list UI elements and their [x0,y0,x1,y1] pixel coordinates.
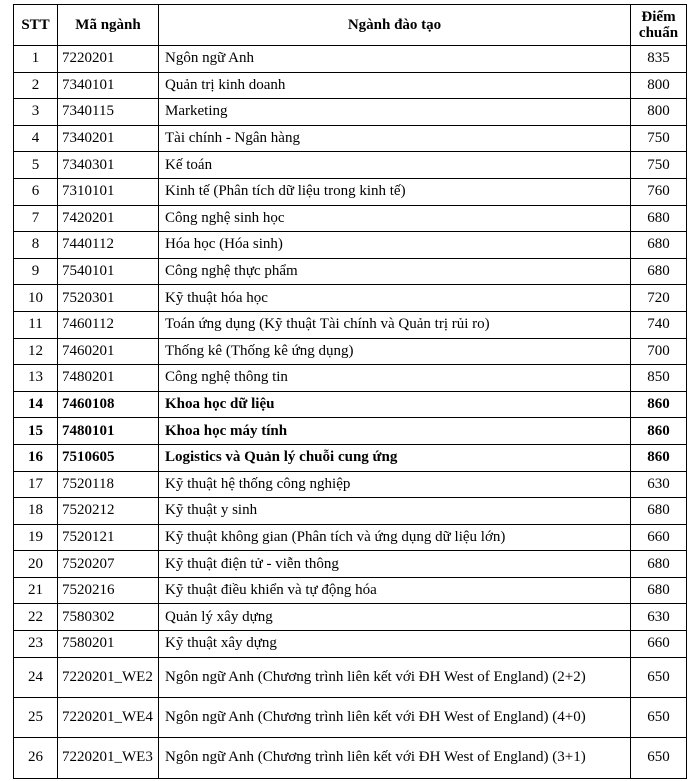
cell-stt: 13 [14,365,58,392]
cell-name: Hóa học (Hóa sinh) [159,232,631,259]
cell-stt: 8 [14,232,58,259]
cell-stt: 14 [14,391,58,418]
admission-score-table [13,4,687,779]
cell-stt: 23 [14,631,58,658]
cell-stt: 7 [14,205,58,232]
cell-score: 650 [631,697,687,737]
table-row [14,738,687,778]
header-score-label: Điểm chuẩn [638,9,679,41]
cell-name: Kỹ thuật điện tử - viễn thông [159,551,631,578]
table-row [14,365,687,392]
cell-code: 7220201_WE2 [58,657,159,697]
cell-stt: 17 [14,471,58,498]
cell-stt: 10 [14,285,58,312]
cell-score: 680 [631,498,687,525]
table-row [14,498,687,525]
cell-stt: 6 [14,178,58,205]
cell-name: Khoa học máy tính [159,418,631,445]
cell-code: 7220201_WE4 [58,697,159,737]
cell-code: 7480101 [58,418,159,445]
cell-score: 760 [631,178,687,205]
cell-stt: 3 [14,99,58,126]
cell-name: Thống kê (Thống kê ứng dụng) [159,338,631,365]
cell-name: Toán ứng dụng (Kỹ thuật Tài chính và Quản trị rủi ro) [159,311,631,338]
table-row [14,604,687,631]
cell-code: 7480201 [58,365,159,392]
cell-name: Marketing [159,99,631,126]
cell-score: 860 [631,391,687,418]
cell-stt: 5 [14,152,58,179]
cell-stt: 11 [14,311,58,338]
table-row [14,285,687,312]
cell-score: 800 [631,72,687,99]
cell-score: 680 [631,232,687,259]
cell-code: 7520121 [58,524,159,551]
table-row [14,311,687,338]
table-row [14,258,687,285]
cell-code: 7340201 [58,125,159,152]
header-stt: STT [14,5,58,46]
cell-name: Tài chính - Ngân hàng [159,125,631,152]
cell-code: 7220201_WE3 [58,738,159,778]
table-row [14,524,687,551]
cell-name: Ngôn ngữ Anh [159,46,631,73]
cell-score: 630 [631,604,687,631]
header-score [631,5,687,46]
cell-code: 7520301 [58,285,159,312]
cell-code: 7510605 [58,444,159,471]
cell-score: 860 [631,444,687,471]
cell-name: Khoa học dữ liệu [159,391,631,418]
cell-name: Quản trị kinh doanh [159,72,631,99]
cell-stt: 15 [14,418,58,445]
table-row [14,72,687,99]
table-row [14,551,687,578]
cell-code: 7520216 [58,577,159,604]
cell-score: 630 [631,471,687,498]
cell-code: 7340101 [58,72,159,99]
cell-code: 7460201 [58,338,159,365]
table-row [14,577,687,604]
header-name: Ngành đào tạo [159,5,631,46]
cell-name: Công nghệ sinh học [159,205,631,232]
cell-stt: 9 [14,258,58,285]
table-row [14,232,687,259]
table-row [14,657,687,697]
cell-stt: 21 [14,577,58,604]
cell-code: 7580302 [58,604,159,631]
cell-name: Ngôn ngữ Anh (Chương trình liên kết với ĐH West of England) (2+2) [159,657,631,697]
cell-stt: 26 [14,738,58,778]
cell-code: 7520118 [58,471,159,498]
cell-stt: 1 [14,46,58,73]
cell-score: 650 [631,657,687,697]
cell-code: 7460112 [58,311,159,338]
cell-score: 800 [631,99,687,126]
cell-code: 7520207 [58,551,159,578]
cell-name: Kỹ thuật xây dựng [159,631,631,658]
cell-code: 7520212 [58,498,159,525]
cell-name: Kỹ thuật điều khiển và tự động hóa [159,577,631,604]
cell-stt: 19 [14,524,58,551]
table-row [14,178,687,205]
cell-stt: 2 [14,72,58,99]
cell-code: 7460108 [58,391,159,418]
cell-code: 7340301 [58,152,159,179]
cell-code: 7310101 [58,178,159,205]
cell-stt: 4 [14,125,58,152]
table-row [14,125,687,152]
cell-code: 7540101 [58,258,159,285]
cell-score: 740 [631,311,687,338]
cell-score: 860 [631,418,687,445]
cell-name: Công nghệ thực phẩm [159,258,631,285]
cell-score: 720 [631,285,687,312]
cell-score: 680 [631,577,687,604]
cell-name: Kinh tế (Phân tích dữ liệu trong kinh tế) [159,178,631,205]
table-row [14,418,687,445]
cell-code: 7220201 [58,46,159,73]
table-row [14,152,687,179]
cell-stt: 25 [14,697,58,737]
cell-name: Kỹ thuật y sinh [159,498,631,525]
cell-name: Ngôn ngữ Anh (Chương trình liên kết với ĐH West of England) (3+1) [159,738,631,778]
cell-score: 750 [631,152,687,179]
cell-stt: 24 [14,657,58,697]
cell-name: Kế toán [159,152,631,179]
cell-name: Kỹ thuật hóa học [159,285,631,312]
cell-score: 700 [631,338,687,365]
cell-score: 680 [631,205,687,232]
table-row [14,444,687,471]
cell-name: Công nghệ thông tin [159,365,631,392]
header-code: Mã ngành [58,5,159,46]
table-row [14,391,687,418]
cell-stt: 22 [14,604,58,631]
cell-stt: 12 [14,338,58,365]
cell-code: 7580201 [58,631,159,658]
cell-name: Kỹ thuật hệ thống công nghiệp [159,471,631,498]
table-row [14,697,687,737]
table-row [14,631,687,658]
table-row [14,205,687,232]
table-row [14,338,687,365]
cell-stt: 20 [14,551,58,578]
cell-name: Quản lý xây dựng [159,604,631,631]
cell-stt: 16 [14,444,58,471]
table-row [14,471,687,498]
cell-score: 680 [631,258,687,285]
cell-score: 680 [631,551,687,578]
cell-score: 850 [631,365,687,392]
cell-score: 660 [631,631,687,658]
table-row [14,46,687,73]
table-row [14,99,687,126]
cell-code: 7440112 [58,232,159,259]
cell-stt: 18 [14,498,58,525]
cell-name: Ngôn ngữ Anh (Chương trình liên kết với ĐH West of England) (4+0) [159,697,631,737]
cell-score: 660 [631,524,687,551]
cell-score: 835 [631,46,687,73]
cell-code: 7420201 [58,205,159,232]
cell-score: 650 [631,738,687,778]
cell-name: Kỹ thuật không gian (Phân tích và ứng dụng dữ liệu lớn) [159,524,631,551]
header-row [14,5,687,46]
cell-code: 7340115 [58,99,159,126]
cell-score: 750 [631,125,687,152]
cell-name: Logistics và Quản lý chuỗi cung ứng [159,444,631,471]
